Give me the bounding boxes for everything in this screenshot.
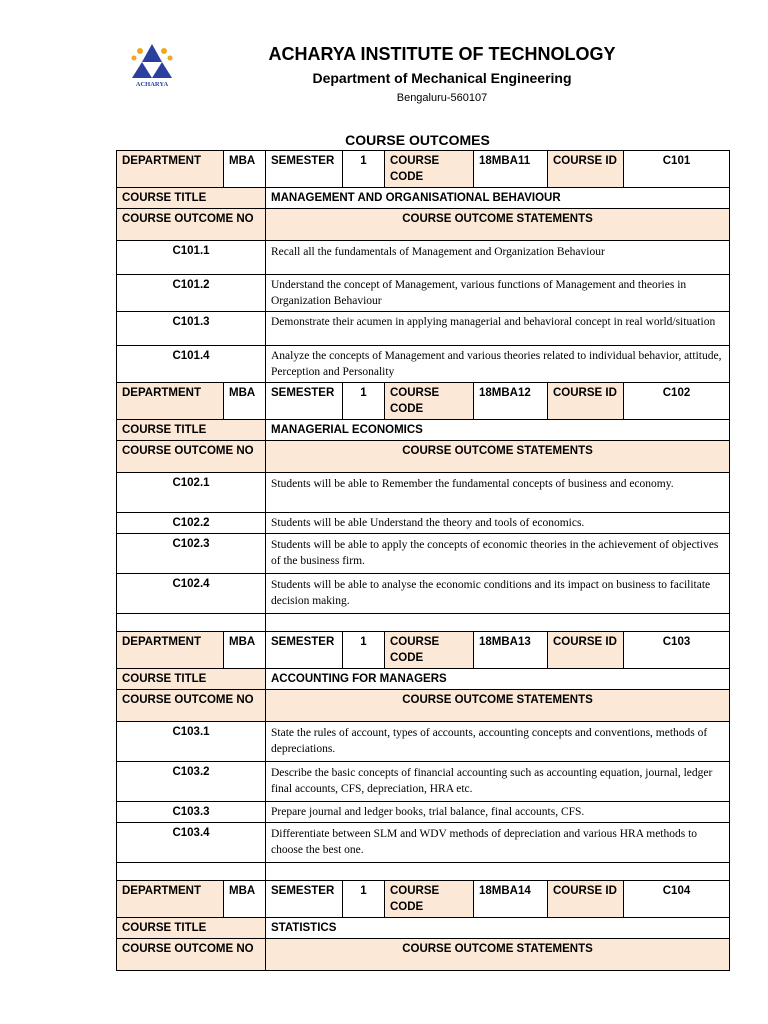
course-title-value: MANAGEMENT AND ORGANISATIONAL BEHAVIOUR: [266, 188, 730, 209]
outcome-no: C101.4: [117, 346, 266, 383]
spacer-row: [117, 614, 730, 632]
course-table-c103: [116, 631, 730, 881]
spacer-cell: [266, 863, 730, 881]
spacer-cell: [117, 863, 266, 881]
outcome-row: [117, 574, 730, 614]
course-id-value: C102: [624, 383, 730, 420]
outcome-no: C101.1: [117, 241, 266, 275]
course-table-c101: [116, 150, 730, 383]
outcome-no-header: COURSE OUTCOME NO: [117, 690, 266, 722]
course-table-c102: [116, 382, 730, 632]
outcome-statement: Prepare journal and ledger books, trial balance, final accounts, CFS.: [266, 802, 730, 823]
course-info-row: [117, 881, 730, 918]
course-id-value: C104: [624, 881, 730, 918]
semester-label: SEMESTER: [266, 881, 343, 918]
outcome-row: [117, 823, 730, 863]
outcome-row: [117, 802, 730, 823]
course-id-label: COURSE ID: [548, 151, 624, 188]
course-title-label: COURSE TITLE: [117, 420, 266, 441]
course-title-row: [117, 918, 730, 939]
outcome-statements-header: COURSE OUTCOME STATEMENTS: [266, 690, 730, 722]
outcome-no-header: COURSE OUTCOME NO: [117, 441, 266, 473]
course-title-label: COURSE TITLE: [117, 669, 266, 690]
department-name: Department of Mechanical Engineering: [312, 70, 572, 86]
outcome-statement: Analyze the concepts of Management and various theories related to individual behavior, attitude, Perception and Personality: [266, 346, 730, 383]
outcome-row: [117, 722, 730, 762]
outcome-statements-header: COURSE OUTCOME STATEMENTS: [266, 209, 730, 241]
outcome-row: [117, 762, 730, 802]
course-title-row: [117, 669, 730, 690]
course-title-value: MANAGERIAL ECONOMICS: [266, 420, 730, 441]
course-title-label: COURSE TITLE: [117, 188, 266, 209]
course-title-row: [117, 188, 730, 209]
outcome-statement: Students will be able Understand the theory and tools of economics.: [266, 513, 730, 534]
outcome-no-header: COURSE OUTCOME NO: [117, 939, 266, 971]
outcome-statement: State the rules of account, types of accounts, accounting concepts and conventions, methods of depreciations.: [266, 722, 730, 762]
spacer-cell: [266, 614, 730, 632]
department-label: DEPARTMENT: [117, 383, 224, 420]
outcome-statement: Recall all the fundamentals of Management and Organization Behaviour: [266, 241, 730, 275]
outcome-no: C103.2: [117, 762, 266, 802]
outcome-header-row: [117, 690, 730, 722]
outcome-row: [117, 241, 730, 275]
institute-name: ACHARYA INSTITUTE OF TECHNOLOGY: [268, 44, 616, 64]
course-code-label: COURSE CODE: [385, 151, 474, 188]
semester-value: 1: [343, 151, 385, 188]
course-id-value: C103: [624, 632, 730, 669]
section-title: COURSE OUTCOMES: [345, 132, 490, 148]
course-info-row: [117, 383, 730, 420]
course-code-value: 18MBA14: [474, 881, 548, 918]
spacer-cell: [117, 614, 266, 632]
course-code-label: COURSE CODE: [385, 632, 474, 669]
course-code-label: COURSE CODE: [385, 881, 474, 918]
semester-value: 1: [343, 881, 385, 918]
department-value: MBA: [224, 632, 266, 669]
course-code-value: 18MBA12: [474, 383, 548, 420]
course-code-label: COURSE CODE: [385, 383, 474, 420]
course-id-label: COURSE ID: [548, 632, 624, 669]
semester-label: SEMESTER: [266, 383, 343, 420]
outcome-statement: Differentiate between SLM and WDV methods of depreciation and various HRA methods to choose the best one.: [266, 823, 730, 863]
outcome-no: C101.2: [117, 275, 266, 312]
outcome-no-header: COURSE OUTCOME NO: [117, 209, 266, 241]
course-title-label: COURSE TITLE: [117, 918, 266, 939]
svg-text:ACHARYA: ACHARYA: [135, 81, 169, 88]
outcome-no: C102.3: [117, 534, 266, 574]
course-title-value: ACCOUNTING FOR MANAGERS: [266, 669, 730, 690]
outcome-no: C103.4: [117, 823, 266, 863]
outcome-statement: Students will be able to analyse the economic conditions and its impact on business to facilitate decision making.: [266, 574, 730, 614]
department-value: MBA: [224, 383, 266, 420]
outcome-no: C101.3: [117, 312, 266, 346]
outcome-statements-header: COURSE OUTCOME STATEMENTS: [266, 939, 730, 971]
course-id-value: C101: [624, 151, 730, 188]
course-id-label: COURSE ID: [548, 383, 624, 420]
course-table-c104: [116, 880, 730, 971]
course-id-label: COURSE ID: [548, 881, 624, 918]
department-label: DEPARTMENT: [117, 881, 224, 918]
outcome-header-row: [117, 209, 730, 241]
course-info-row: [117, 632, 730, 669]
outcome-statement: Understand the concept of Management, various functions of Management and theories in Organization Behaviour: [266, 275, 730, 312]
institute-city: Bengaluru-560107: [396, 92, 488, 104]
outcome-header-row: [117, 939, 730, 971]
course-title-value: STATISTICS: [266, 918, 730, 939]
spacer-row: [117, 863, 730, 881]
semester-label: SEMESTER: [266, 632, 343, 669]
course-info-row: [117, 151, 730, 188]
outcome-row: [117, 534, 730, 574]
semester-value: 1: [343, 383, 385, 420]
outcome-statement: Demonstrate their acumen in applying managerial and behavioral concept in real world/situation: [266, 312, 730, 346]
course-code-value: 18MBA11: [474, 151, 548, 188]
department-label: DEPARTMENT: [117, 632, 224, 669]
outcome-no: C102.1: [117, 473, 266, 513]
outcome-row: [117, 513, 730, 534]
department-label: DEPARTMENT: [117, 151, 224, 188]
outcome-row: [117, 346, 730, 383]
outcome-statement: Students will be able to Remember the fundamental concepts of business and economy.: [266, 473, 730, 513]
department-value: MBA: [224, 881, 266, 918]
outcome-statement: Describe the basic concepts of financial accounting such as accounting equation, journal, ledger final accounts, CFS, depreciation, HRA etc.: [266, 762, 730, 802]
department-value: MBA: [224, 151, 266, 188]
outcome-statements-header: COURSE OUTCOME STATEMENTS: [266, 441, 730, 473]
outcome-header-row: [117, 441, 730, 473]
course-code-value: 18MBA13: [474, 632, 548, 669]
outcome-no: C102.4: [117, 574, 266, 614]
outcome-no: C102.2: [117, 513, 266, 534]
outcome-row: [117, 312, 730, 346]
outcome-statement: Students will be able to apply the concepts of economic theories in the achievement of objectives of the business firm.: [266, 534, 730, 574]
outcome-no: C103.1: [117, 722, 266, 762]
outcome-row: [117, 473, 730, 513]
semester-label: SEMESTER: [266, 151, 343, 188]
course-title-row: [117, 420, 730, 441]
outcome-no: C103.3: [117, 802, 266, 823]
outcome-row: [117, 275, 730, 312]
semester-value: 1: [343, 632, 385, 669]
course-outcome-tables: [116, 151, 729, 971]
